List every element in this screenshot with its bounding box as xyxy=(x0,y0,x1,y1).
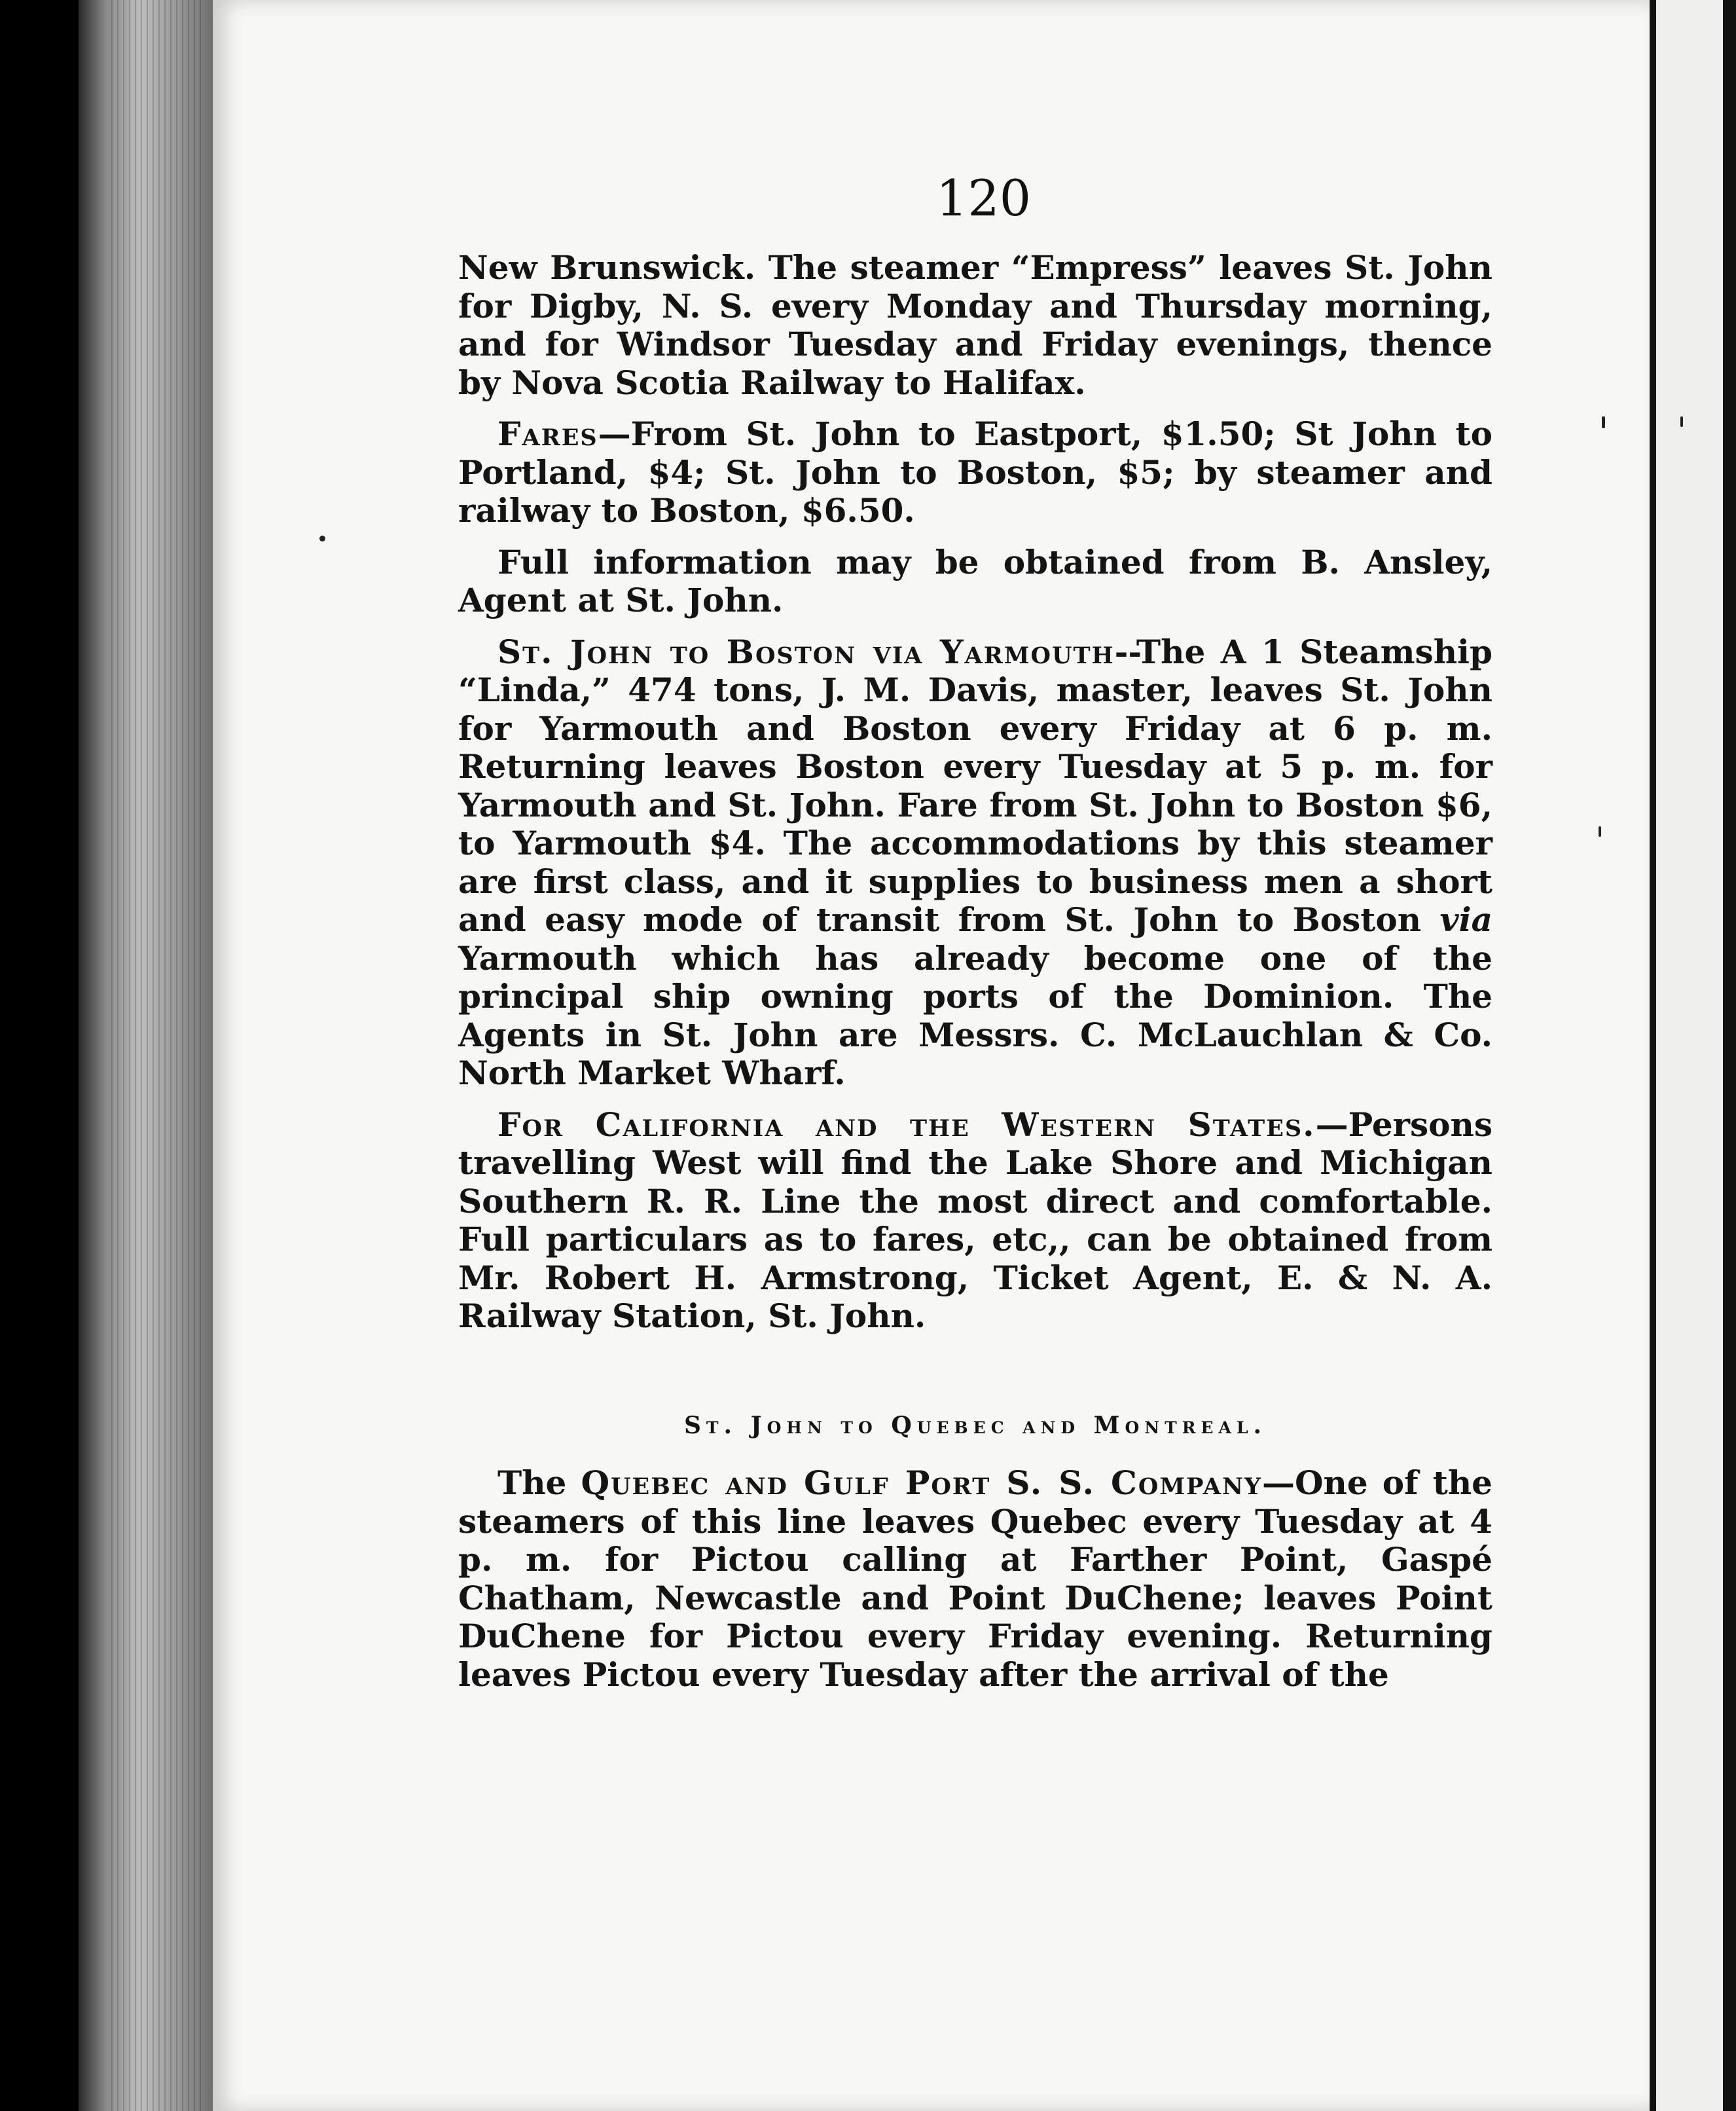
paragraph-text: —One of the steamers of this line leaves Quebec every Tuesday at 4 p. m. for Pictou calling at Farther Point, Gaspé Chatham, Newcastle and Point DuChene; leaves Point DuChene for Pictou every Friday evening. Returning leaves Pictou every Tuesday after the arrival of the xyxy=(458,1463,1492,1694)
paragraph-text: --The A 1 Steamship “Linda,” 474 tons, J. M. Davis, master, leaves St. John for Yarmouth and Boston every Friday at 6 p. m. Returning leaves Boston every Tuesday at 5 p. m. for Yarmouth and St. John. Fare from St. John to Boston $6, to Yarmouth $4. The accommodations by this steamer are first class, and it supplies to business men a short and easy mode of transit from St. John to Boston xyxy=(458,632,1492,939)
section-heading: St. John to Quebec and Montreal. xyxy=(683,1411,1267,1439)
speck-mark xyxy=(1602,416,1605,428)
paragraph-fares xyxy=(458,415,1492,530)
paragraph-new-brunswick xyxy=(458,249,1492,402)
paragraph-text: New Brunswick. The steamer “Empress” leaves St. John for Digby, N. S. every Monday and Thursday morning, and for Windsor Tuesday and Friday evenings, thence by Nova Scotia Railway to Halifax. xyxy=(458,248,1492,402)
run-in-heading: For California and the Western States. xyxy=(497,1105,1316,1144)
paragraph-text: —Persons travelling West will find the Lake Shore and Michigan Southern R. R. Line the most direct and comfortable. Full particulars as to fares, etc,, can be obtained from Mr. Robert H. Armstrong, Ticket Agent, E. & N. A. Railway Station, St. John. xyxy=(458,1105,1492,1335)
page-edge-shadow xyxy=(1723,0,1736,2111)
paragraph-quebec-gulf xyxy=(458,1464,1492,1694)
run-in-heading: Fares xyxy=(497,414,598,453)
paragraph-text: Yarmouth which has already become one of the principal ship owning ports of the Dominion. The Agents in St. John are Messrs. C. McLauchlan & Co. North Market Wharf. xyxy=(458,938,1492,1092)
paragraph-california xyxy=(458,1106,1492,1336)
binding-page-edges xyxy=(111,0,203,2111)
paragraph-text: —From St. John to Eastport, $1.50; St John to Portland, $4; St. John to Boston, $5; by steamer and railway to Boston, $6.50. xyxy=(458,414,1492,530)
paragraph-text: Full information may be obtained from B. Ansley, Agent at St. John. xyxy=(458,542,1492,619)
run-in-heading: St. John to Boston via Yarmouth xyxy=(497,632,1115,671)
paragraph-full-information xyxy=(458,543,1492,620)
page-body xyxy=(458,249,1492,1707)
italic-word: via xyxy=(1439,900,1492,939)
speck-mark xyxy=(319,536,325,542)
run-in-heading: Quebec and Gulf Port S. S. Company xyxy=(581,1463,1262,1502)
speck-mark xyxy=(1680,416,1683,427)
paragraph-lead: The xyxy=(497,1463,581,1502)
paragraph-yarmouth xyxy=(458,633,1492,1093)
speck-mark xyxy=(1599,826,1601,837)
page-number: 120 xyxy=(936,169,1032,227)
